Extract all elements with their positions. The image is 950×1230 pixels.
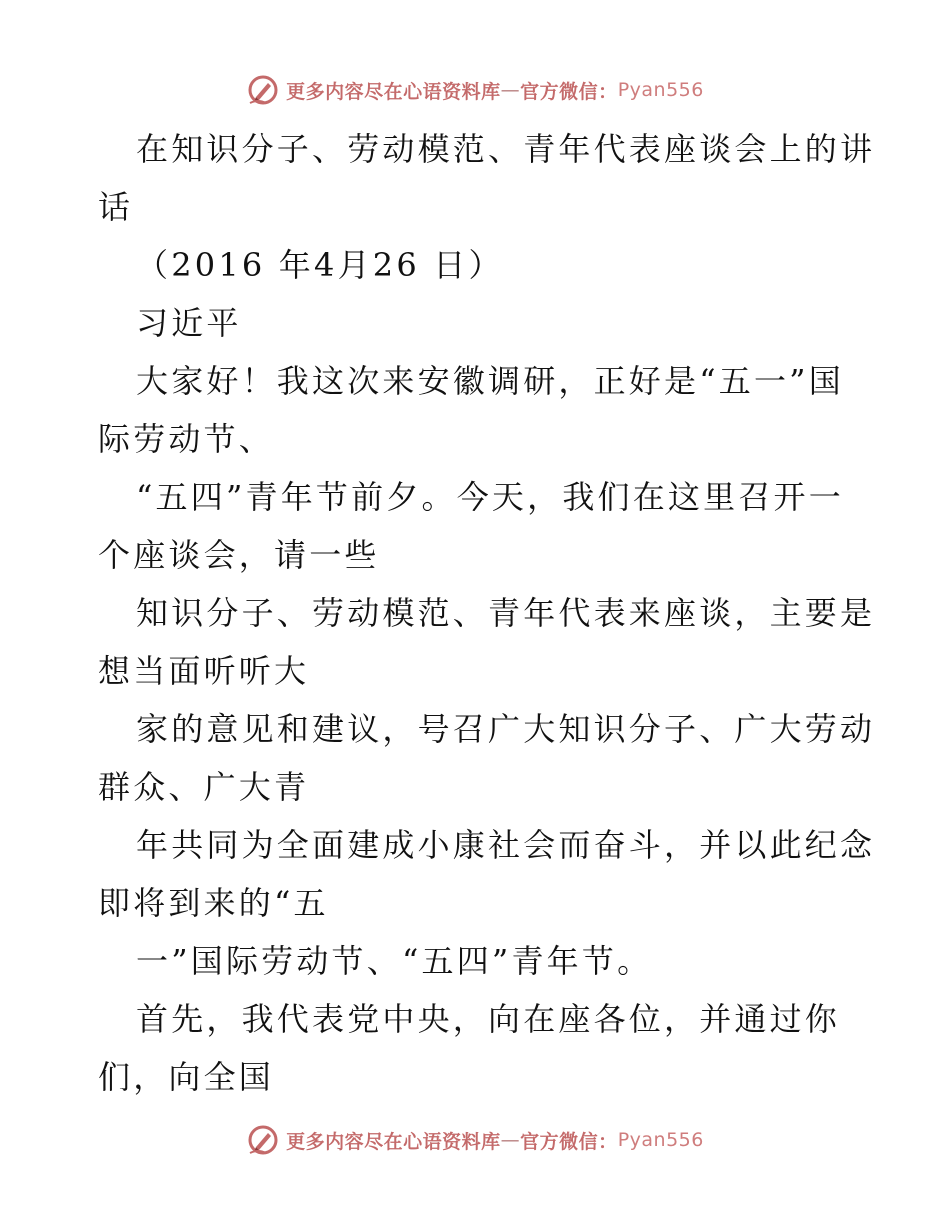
text-line: 首先，我代表党中央，向在座各位，并通过你 (136, 1000, 841, 1038)
text-line: 个座谈会，请一些 (98, 536, 380, 574)
pen-logo-icon (246, 73, 280, 107)
text-line: 群众、广大青 (98, 768, 310, 806)
text-line: （2016 年4月26 日） (136, 246, 504, 284)
text-line: 知识分子、劳动模范、青年代表来座谈，主要是 (136, 594, 876, 632)
text-line: 想当面听听大 (98, 652, 310, 690)
watermark-wechat-id: Pyan556 (617, 1129, 704, 1151)
text-line: 习近平 (136, 304, 242, 342)
text-line: 大家好！我这次来安徽调研，正好是“五一”国 (136, 362, 844, 400)
watermark-wechat-id: Pyan556 (617, 79, 704, 101)
footer-watermark (0, 1120, 950, 1160)
text-line: “五四”青年节前夕。今天，我们在这里召开一 (136, 478, 844, 516)
watermark-main-text: 更多内容尽在心语资料库 (286, 1130, 501, 1153)
watermark-separator: — (500, 79, 521, 101)
text-line: 在知识分子、劳动模范、青年代表座谈会上的讲 (136, 130, 876, 168)
text-line: 话 (98, 188, 134, 226)
watermark-main-text: 更多内容尽在心语资料库 (286, 80, 501, 103)
text-line: 年共同为全面建成小康社会而奋斗，并以此纪念 (136, 826, 876, 864)
text-line: 一”国际劳动节、“五四”青年节。 (136, 942, 653, 980)
watermark-wechat-label: 官方微信： (520, 1130, 618, 1153)
watermark-wechat-label: 官方微信： (520, 80, 618, 103)
header-watermark (0, 70, 950, 110)
document-body (98, 120, 876, 1106)
text-line: 们，向全国 (98, 1058, 275, 1096)
text-line: 家的意见和建议，号召广大知识分子、广大劳动 (136, 710, 876, 748)
pen-logo-icon (246, 1123, 280, 1157)
text-line: 即将到来的“五 (98, 884, 329, 922)
text-line: 际劳动节、 (98, 420, 275, 458)
watermark-separator: — (500, 1129, 521, 1151)
